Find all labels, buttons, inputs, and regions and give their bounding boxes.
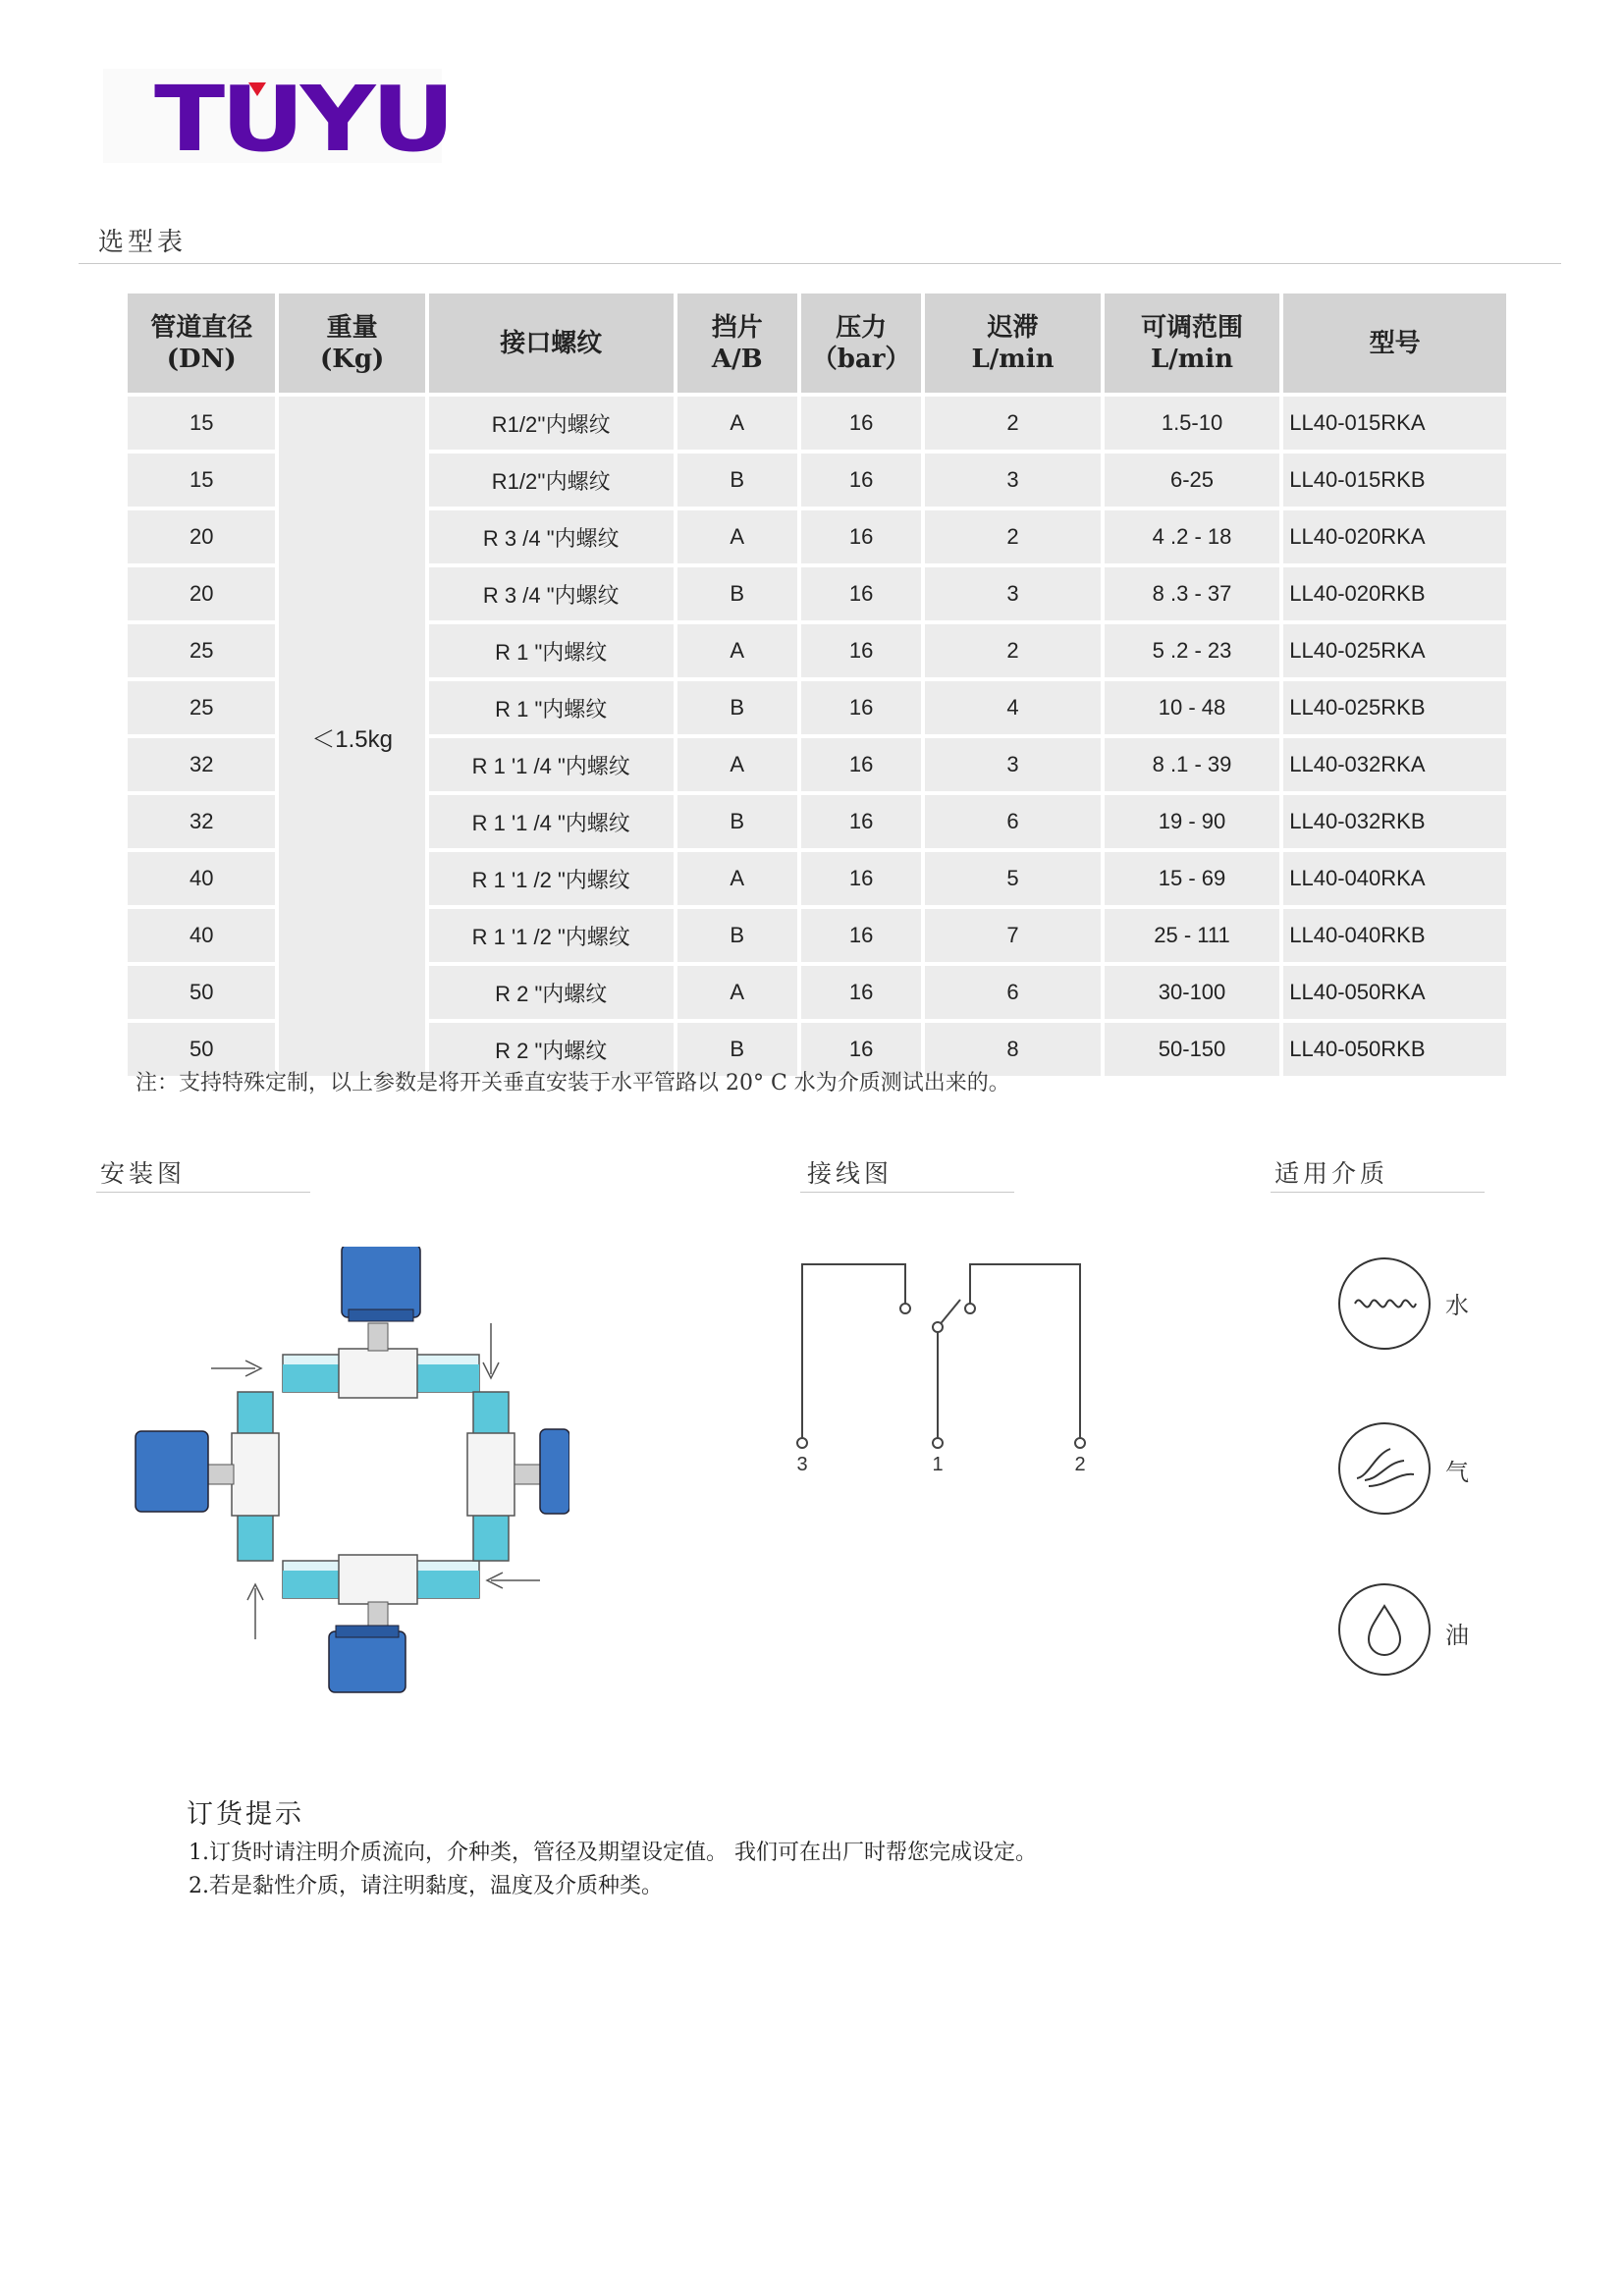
table-cell: 4 [925, 681, 1101, 734]
pipe-top [283, 1247, 479, 1398]
table-cell: 20 [128, 510, 275, 563]
table-cell: R 3 /4 "内螺纹 [429, 567, 674, 620]
pipe-bottom [283, 1555, 479, 1692]
table-cell: 16 [801, 1023, 921, 1076]
pipe-left [135, 1392, 279, 1561]
brand-logo [103, 67, 452, 172]
pipe-right [467, 1392, 569, 1561]
table-cell: A [677, 852, 797, 905]
table-cell: R 3 /4 "内螺纹 [429, 510, 674, 563]
table-cell: 50-150 [1105, 1023, 1280, 1076]
table-cell: 16 [801, 909, 921, 962]
selection-table [124, 290, 1510, 1080]
table-header-cell: 迟滞 L/min [925, 294, 1101, 393]
table-cell: 5 .2 - 23 [1105, 624, 1280, 677]
selection-title: 选型表 [98, 228, 188, 257]
table-cell: 6-25 [1105, 454, 1280, 507]
table-header-cell: 重量 (Kg) [279, 294, 424, 393]
table-header-cell: 型号 [1283, 294, 1506, 393]
drop-icon [1335, 1580, 1434, 1679]
table-cell: 3 [925, 738, 1101, 791]
table-cell: 20 [128, 567, 275, 620]
table-cell: LL40-032RKA [1283, 738, 1506, 791]
terminal-1-label: 1 [932, 1454, 944, 1475]
logo-text: TUYU [154, 67, 452, 172]
table-cell: A [677, 397, 797, 450]
weight-cell: ＜1.5kg [279, 397, 424, 1076]
table-cell: 50 [128, 1023, 275, 1076]
table-header-cell: 接口螺纹 [429, 294, 674, 393]
table-cell: LL40-025RKB [1283, 681, 1506, 734]
table-cell: B [677, 681, 797, 734]
table-cell: LL40-050RKA [1283, 966, 1506, 1019]
table-cell: 32 [128, 738, 275, 791]
table-cell: 25 [128, 624, 275, 677]
table-cell: 10 - 48 [1105, 681, 1280, 734]
terminal-3-label: 3 [796, 1454, 808, 1475]
table-cell: 2 [925, 397, 1101, 450]
table-header-cell: 可调范围 L/min [1105, 294, 1280, 393]
media-water-label: 水 [1445, 1292, 1469, 1319]
table-cell: 16 [801, 397, 921, 450]
table-cell: 16 [801, 624, 921, 677]
order-title: 订货提示 [187, 1799, 304, 1830]
table-cell: 16 [801, 795, 921, 848]
media-gas-label: 气 [1445, 1459, 1469, 1486]
wiring-diagram [785, 1247, 1110, 1502]
table-cell: R 1 '1 /2 "内螺纹 [429, 909, 674, 962]
table-header-cell: 管道直径 (DN) [128, 294, 275, 393]
install-title: 安装图 [100, 1159, 187, 1188]
table-cell: 8 [925, 1023, 1101, 1076]
installation-diagram [118, 1247, 569, 1708]
table-cell: 50 [128, 966, 275, 1019]
table-cell: 5 [925, 852, 1101, 905]
table-cell: LL40-040RKA [1283, 852, 1506, 905]
table-cell: 3 [925, 567, 1101, 620]
table-cell: 19 - 90 [1105, 795, 1280, 848]
order-line-1: 1.订货时请注明介质流向，介种类，管径及期望设定值。 我们可在出厂时帮您完成设定。 [189, 1841, 1037, 1865]
media-oil-label: 油 [1445, 1622, 1469, 1649]
table-cell: 7 [925, 909, 1101, 962]
table-row [128, 397, 1506, 450]
table-cell: R 1 "内螺纹 [429, 624, 674, 677]
table-cell: 30-100 [1105, 966, 1280, 1019]
table-cell: B [677, 1023, 797, 1076]
table-cell: 32 [128, 795, 275, 848]
logo-accent-triangle [248, 82, 266, 96]
table-cell: B [677, 567, 797, 620]
table-cell: 1.5-10 [1105, 397, 1280, 450]
table-note: 注：支持特殊定制，以上参数是将开关垂直安装于水平管路以 20° C 水为介质测试出来的。 [135, 1071, 1010, 1095]
table-cell: 8 .3 - 37 [1105, 567, 1280, 620]
table-cell: 40 [128, 909, 275, 962]
table-header-cell: 挡片 A/B [677, 294, 797, 393]
table-cell: 16 [801, 510, 921, 563]
table-cell: 16 [801, 681, 921, 734]
table-cell: 15 - 69 [1105, 852, 1280, 905]
table-cell: 40 [128, 852, 275, 905]
table-cell: 6 [925, 966, 1101, 1019]
table-cell: LL40-015RKA [1283, 397, 1506, 450]
table-cell: 15 [128, 454, 275, 507]
table-cell: 16 [801, 966, 921, 1019]
terminal-2-label: 2 [1074, 1454, 1086, 1475]
table-cell: 16 [801, 738, 921, 791]
table-cell: LL40-032RKB [1283, 795, 1506, 848]
table-cell: B [677, 909, 797, 962]
table-cell: 6 [925, 795, 1101, 848]
table-cell: 15 [128, 397, 275, 450]
table-header-cell: 压力 （bar） [801, 294, 921, 393]
gas-icon [1335, 1419, 1434, 1518]
table-cell: R 2 "内螺纹 [429, 1023, 674, 1076]
table-cell: A [677, 738, 797, 791]
table-cell: 25 - 111 [1105, 909, 1280, 962]
install-divider [96, 1192, 310, 1193]
media-title: 适用介质 [1274, 1159, 1389, 1188]
table-cell: 16 [801, 852, 921, 905]
wave-icon [1335, 1255, 1434, 1353]
table-cell: A [677, 510, 797, 563]
table-cell: R 1 '1 /4 "内螺纹 [429, 795, 674, 848]
table-cell: 2 [925, 510, 1101, 563]
table-cell: 25 [128, 681, 275, 734]
table-cell: LL40-015RKB [1283, 454, 1506, 507]
table-cell: 3 [925, 454, 1101, 507]
table-cell: A [677, 624, 797, 677]
table-cell: LL40-020RKA [1283, 510, 1506, 563]
table-cell: 16 [801, 454, 921, 507]
table-cell: 2 [925, 624, 1101, 677]
wiring-title: 接线图 [807, 1159, 893, 1188]
table-cell: A [677, 966, 797, 1019]
title-divider [79, 263, 1561, 264]
table-cell: LL40-025RKA [1283, 624, 1506, 677]
table-cell: R 2 "内螺纹 [429, 966, 674, 1019]
table-cell: 8 .1 - 39 [1105, 738, 1280, 791]
table-cell: R1/2''内螺纹 [429, 397, 674, 450]
table-cell: B [677, 795, 797, 848]
table-header-row [128, 294, 1506, 393]
table-cell: 4 .2 - 18 [1105, 510, 1280, 563]
table-cell: R 1 '1 /2 "内螺纹 [429, 852, 674, 905]
order-line-2: 2.若是黏性介质，请注明黏度，温度及介质种类。 [189, 1874, 663, 1898]
table-cell: R 1 '1 /4 "内螺纹 [429, 738, 674, 791]
table-cell: LL40-020RKB [1283, 567, 1506, 620]
table-cell: R1/2''内螺纹 [429, 454, 674, 507]
media-divider [1271, 1192, 1485, 1193]
wiring-divider [800, 1192, 1014, 1193]
table-cell: LL40-050RKB [1283, 1023, 1506, 1076]
table-cell: LL40-040RKB [1283, 909, 1506, 962]
table-cell: R 1 "内螺纹 [429, 681, 674, 734]
table-cell: 16 [801, 567, 921, 620]
table-cell: B [677, 454, 797, 507]
